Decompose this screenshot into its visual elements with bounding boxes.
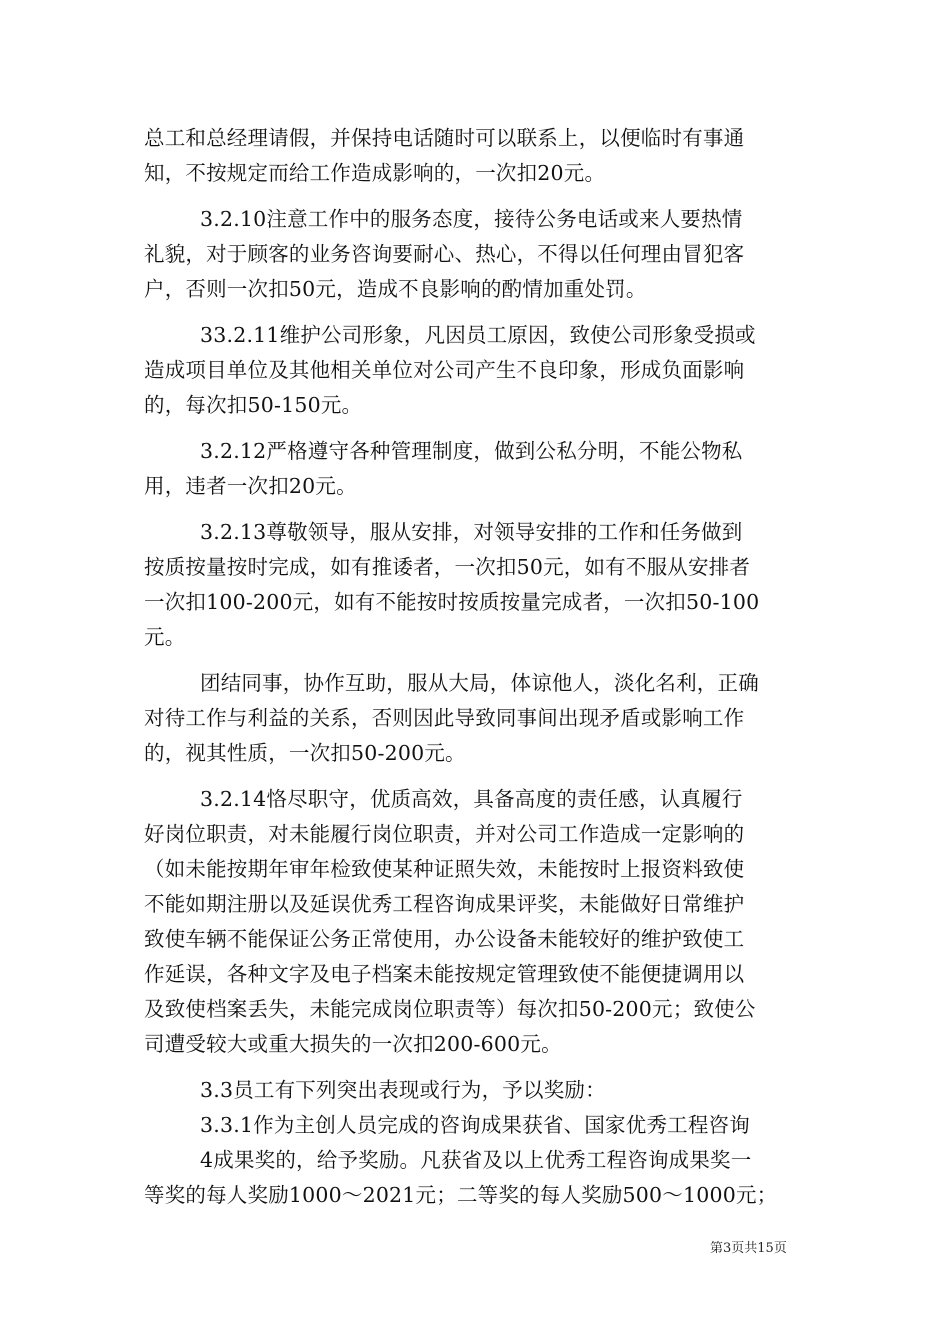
text-line: 知，不按规定而给工作造成影响的，一次扣20元。: [144, 161, 606, 185]
text-line: 用，违者一次扣20元。: [144, 474, 357, 498]
page-number-footer: 第3页共15页: [710, 1241, 787, 1256]
text-line: 致使车辆不能保证公务正常使用，办公设备未能较好的维护致使工: [144, 927, 745, 951]
text-line: 好岗位职责，对未能履行岗位职责，并对公司工作造成一定影响的: [144, 822, 745, 846]
text-line: 作延误，各种文字及电子档案未能按规定管理致使不能便捷调用以: [144, 962, 745, 986]
text-line: 的，视其性质，一次扣50-200元。: [144, 741, 466, 765]
text-line: 一次扣100-200元，如有不能按时按质按量完成者，一次扣50-100: [144, 590, 760, 614]
text-line: 的，每次扣50-150元。: [144, 393, 363, 417]
text-line: 3.2.14恪尽职守，优质高效，具备高度的责任感，认真履行: [200, 787, 743, 811]
text-line: 元。: [144, 625, 186, 649]
text-line: 司遭受较大或重大损失的一次扣200-600元。: [144, 1032, 562, 1056]
text-line: 3.2.13尊敬领导，服从安排，对领导安排的工作和任务做到: [200, 520, 743, 544]
text-line: 按质按量按时完成，如有推诿者，一次扣50元，如有不服从安排者: [144, 555, 751, 579]
text-line: 造成项目单位及其他相关单位对公司产生不良印象，形成负面影响: [144, 358, 745, 382]
text-line: 3.2.10注意工作中的服务态度，接待公务电话或来人要热情: [200, 207, 743, 231]
text-line: 4成果奖的，给予奖励。凡获省及以上优秀工程咨询成果奖一: [200, 1148, 752, 1172]
text-line: 3.3员工有下列突出表现或行为，予以奖励：: [200, 1078, 606, 1102]
text-line: 总工和总经理请假，并保持电话随时可以联系上，以便临时有事通: [144, 126, 745, 150]
text-line: 团结同事，协作互助，服从大局，体谅他人，淡化名利，正确: [200, 671, 759, 695]
text-line: 对待工作与利益的关系，否则因此导致同事间出现矛盾或影响工作: [144, 706, 745, 730]
text-line: （如未能按期年审年检致使某种证照失效，未能按时上报资料致使: [144, 857, 745, 881]
text-line: 3.2.12严格遵守各种管理制度，做到公私分明，不能公物私: [200, 439, 743, 463]
text-line: 礼貌，对于顾客的业务咨询要耐心、热心，不得以任何理由冒犯客: [144, 242, 745, 266]
text-line: 及致使档案丢失，未能完成岗位职责等）每次扣50-200元；致使公: [144, 997, 756, 1021]
text-line: 3.3.1作为主创人员完成的咨询成果获省、国家优秀工程咨询: [200, 1113, 750, 1137]
text-line: 等奖的每人奖励1000～2021元；二等奖的每人奖励500～1000元；: [144, 1183, 778, 1207]
text-line: 33.2.11维护公司形象，凡因员工原因，致使公司形象受损或: [200, 323, 756, 347]
text-line: 不能如期注册以及延误优秀工程咨询成果评奖，未能做好日常维护: [144, 892, 745, 916]
text-line: 户，否则一次扣50元，造成不良影响的酌情加重处罚。: [144, 277, 647, 301]
